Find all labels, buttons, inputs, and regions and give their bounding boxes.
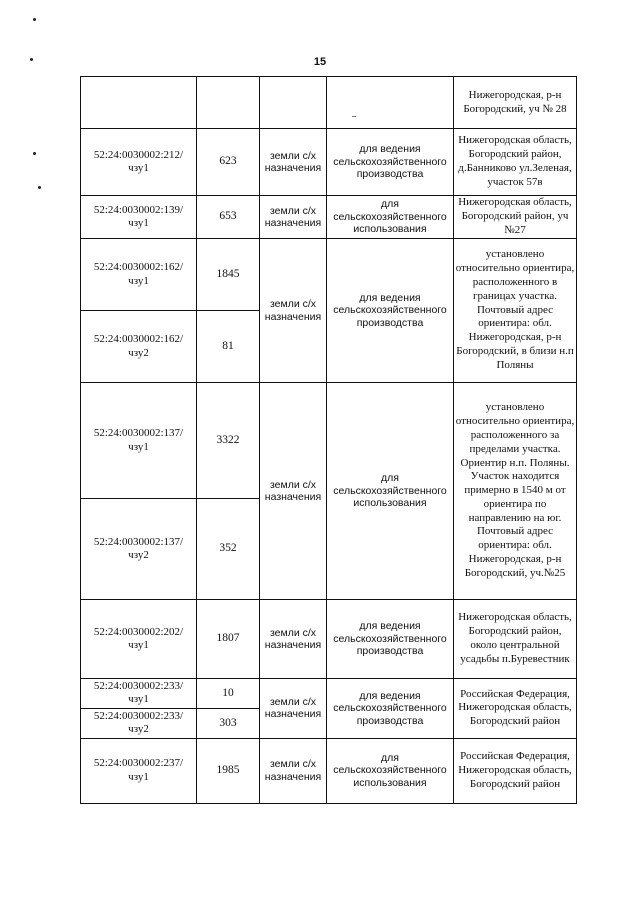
address-cell: Нижегородская область, Богородский район, уч №27 [454, 196, 577, 239]
address-cell: Российская Федерация, Нижегородская область, Богородский район [454, 679, 577, 739]
page-number: 15 [313, 56, 327, 68]
area-cell: 81 [197, 311, 260, 383]
permitted-use-cell: для ведения сельскохозяйственного производства [327, 129, 454, 196]
area-cell: 10 [197, 679, 260, 709]
cadastral-number-cell: 52:24:0030002:212/ чзу1 [81, 129, 197, 196]
cadastral-number-cell: 52:24:0030002:233/ чзу2 [81, 708, 197, 738]
area-cell: 352 [197, 499, 260, 600]
address-cell: Нижегородская область, Богородский район, около центральной усадьбы п.Буревестник [454, 600, 577, 679]
land-category-cell: земли с/х назначения [260, 196, 327, 239]
cadastral-number-cell: 52:24:0030002:137/ чзу1 [81, 383, 197, 499]
permitted-use-cell: для сельскохозяйственного использования [327, 738, 454, 803]
permitted-use-cell [327, 77, 454, 129]
table-row [81, 196, 577, 239]
cadastral-number-cell: 52:24:0030002:139/ чзу1 [81, 196, 197, 239]
land-plots-table [80, 76, 577, 804]
permitted-use-cell: для сельскохозяйственного использования [327, 383, 454, 600]
land-category-cell [260, 77, 327, 129]
cadastral-number-cell: 52:24:0030002:202/ чзу1 [81, 600, 197, 679]
cadastral-number-cell [81, 77, 197, 129]
area-cell: 1807 [197, 600, 260, 679]
area-cell [197, 77, 260, 129]
land-category-cell: земли с/х назначения [260, 679, 327, 739]
cadastral-number-cell: 52:24:0030002:162/ чзу1 [81, 239, 197, 311]
table-row [81, 77, 577, 129]
area-cell: 3322 [197, 383, 260, 499]
table-row [81, 239, 577, 311]
scan-mark [33, 152, 36, 155]
address-cell: установлено относительно ориентира, расположенного за пределами участка. Ориентир н.п. Поляны. Участок находится примерно в 1540 м от ориентира по направлению на юг. Почтовый адрес ориентира: обл. Нижегородская, р-н Богородский, уч.№25 [454, 383, 577, 600]
cadastral-number-cell: 52:24:0030002:237/ чзу1 [81, 738, 197, 803]
area-cell: 653 [197, 196, 260, 239]
address-cell: Нижегородская, р-н Богородский, уч № 28 [454, 77, 577, 129]
table-row [81, 383, 577, 499]
land-category-cell: земли с/х назначения [260, 600, 327, 679]
permitted-use-cell: для сельскохозяйственного использования [327, 196, 454, 239]
table-row [81, 738, 577, 803]
cadastral-number-cell: 52:24:0030002:233/ чзу1 [81, 679, 197, 709]
scan-mark [33, 18, 36, 21]
land-category-cell: земли с/х назначения [260, 129, 327, 196]
cadastral-number-cell: 52:24:0030002:137/ чзу2 [81, 499, 197, 600]
land-category-cell: земли с/х назначения [260, 383, 327, 600]
permitted-use-cell: для ведения сельскохозяйственного производства [327, 679, 454, 739]
address-cell: Нижегородская область, Богородский район, д.Банниково ул.Зеленая, участок 57в [454, 129, 577, 196]
address-cell: Российская Федерация, Нижегородская область, Богородский район [454, 738, 577, 803]
table-row [81, 600, 577, 679]
area-cell: 303 [197, 708, 260, 738]
area-cell: 623 [197, 129, 260, 196]
table-row [81, 129, 577, 196]
cadastral-number-cell: 52:24:0030002:162/ чзу2 [81, 311, 197, 383]
table-row [81, 679, 577, 709]
land-category-cell: земли с/х назначения [260, 239, 327, 383]
address-cell: установлено относительно ориентира, расположенного в границах участка. Почтовый адрес ориентира: обл. Нижегородская, р-н Богородский, в близи н.п Поляны [454, 239, 577, 383]
scan-mark [38, 186, 41, 189]
land-category-cell: земли с/х назначения [260, 738, 327, 803]
area-cell: 1845 [197, 239, 260, 311]
permitted-use-cell: для ведения сельскохозяйственного производства [327, 600, 454, 679]
permitted-use-cell: для ведения сельскохозяйственного производства [327, 239, 454, 383]
area-cell: 1985 [197, 738, 260, 803]
